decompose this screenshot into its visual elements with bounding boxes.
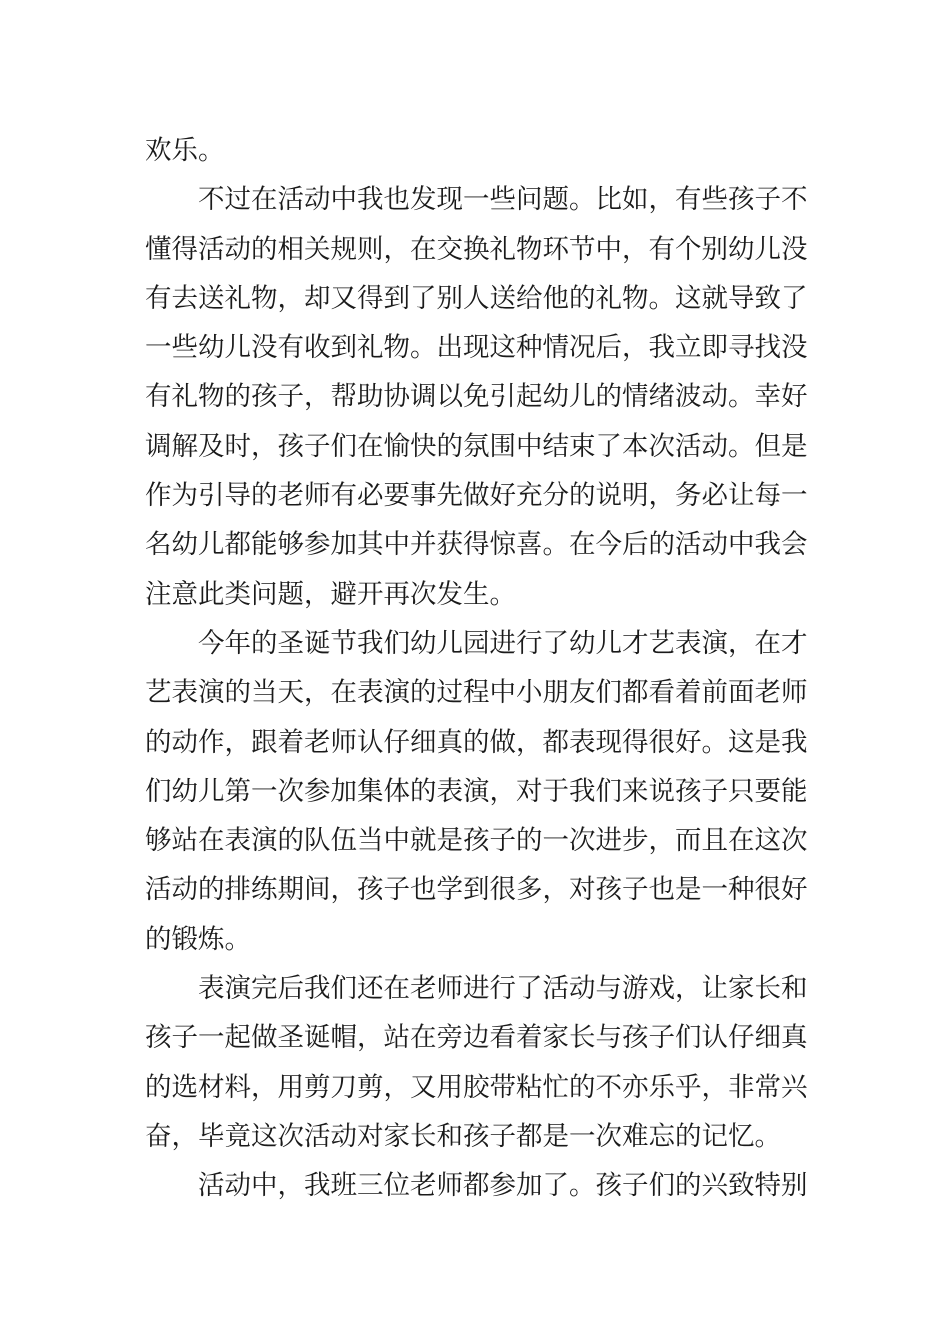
text-line: 活动中，我班三位老师都参加了。孩子们的兴致特别: [198, 1170, 808, 1202]
text-line: 有去送礼物，却又得到了别人送给他的礼物。这就导致了: [145, 282, 808, 314]
document-body: [145, 126, 807, 1211]
text-line: 活动的排练期间，孩子也学到很多，对孩子也是一种很好: [145, 874, 808, 906]
text-line: 懂得活动的相关规则，在交换礼物环节中，有个别幼儿没: [145, 233, 808, 265]
text-line: 注意此类问题，避开再次发生。: [145, 578, 516, 610]
text-line: 的选材料，用剪刀剪，又用胶带粘忙的不亦乐乎，非常兴: [145, 1071, 808, 1103]
text-line: 一些幼儿没有收到礼物。出现这种情况后，我立即寻找没: [145, 332, 808, 364]
text-line: 艺表演的当天，在表演的过程中小朋友们都看着前面老师: [145, 677, 808, 709]
text-line: 名幼儿都能够参加其中并获得惊喜。在今后的活动中我会: [145, 529, 808, 561]
text-line: 作为引导的老师有必要事先做好充分的说明，务必让每一: [145, 480, 808, 512]
text-line: 的锻炼。: [145, 923, 251, 955]
text-line: 调解及时，孩子们在愉快的氛围中结束了本次活动。但是: [145, 430, 808, 462]
text-line: 表演完后我们还在老师进行了活动与游戏，让家长和: [198, 973, 808, 1005]
text-line: 有礼物的孩子，帮助协调以免引起幼儿的情绪波动。幸好: [145, 381, 808, 413]
text-line: 的动作，跟着老师认仔细真的做，都表现得很好。这是我: [145, 726, 808, 758]
text-line: 今年的圣诞节我们幼儿园进行了幼儿才艺表演，在才: [198, 627, 808, 659]
text-line: 们幼儿第一次参加集体的表演，对于我们来说孩子只要能: [145, 775, 808, 807]
text-line: 欢乐。: [145, 135, 225, 166]
text-line: 奋，毕竟这次活动对家长和孩子都是一次难忘的记忆。: [145, 1120, 781, 1152]
text-line: 够站在表演的队伍当中就是孩子的一次进步，而且在这次: [145, 825, 808, 857]
text-line: 孩子一起做圣诞帽，站在旁边看着家长与孩子们认仔细真: [145, 1022, 808, 1054]
text-line: 不过在活动中我也发现一些问题。比如，有些孩子不: [198, 184, 808, 216]
